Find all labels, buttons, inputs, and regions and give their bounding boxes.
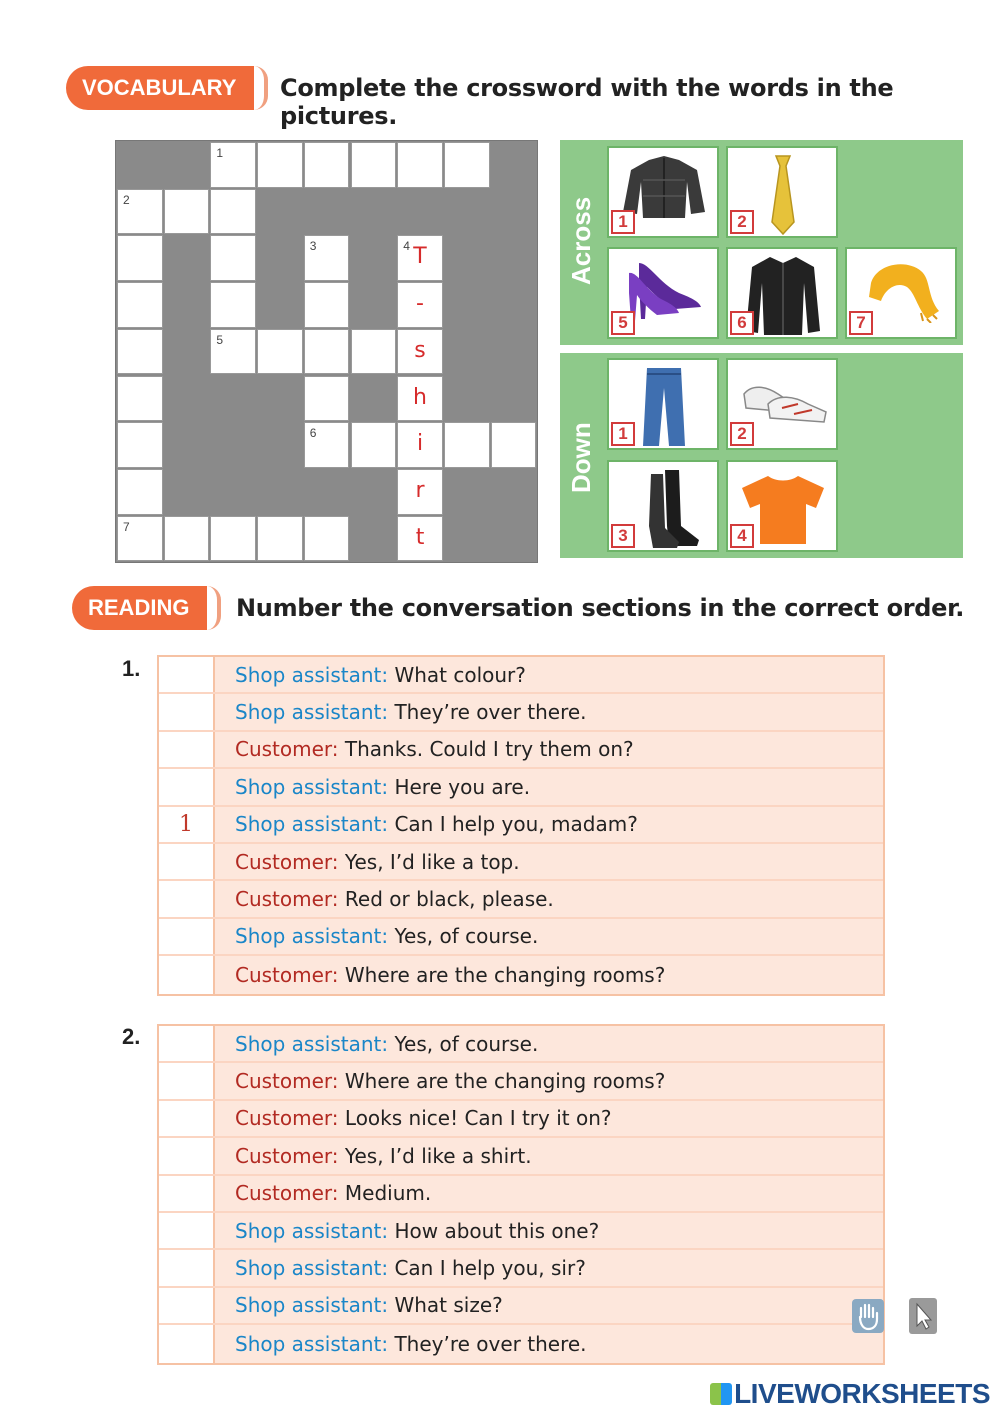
speaker-label: Shop assistant: (235, 1293, 389, 1318)
conversation-row (159, 1250, 883, 1287)
across-card-7 (845, 247, 957, 339)
conversation-line (215, 1293, 503, 1317)
speech-text: Can I help you, sir? (394, 1256, 586, 1281)
order-number-input[interactable] (159, 1250, 215, 1285)
crossword-answer-letter: h (413, 384, 427, 410)
crossword-cell[interactable] (304, 282, 350, 328)
crossword-cell[interactable] (210, 189, 256, 235)
order-number-input[interactable] (159, 1026, 215, 1061)
crossword-cell[interactable] (117, 189, 163, 235)
speaker-label: Shop assistant: (235, 662, 389, 687)
crossword-cell[interactable] (351, 142, 397, 188)
crossword-grid (115, 140, 538, 563)
crossword-cell[interactable] (304, 329, 350, 375)
conversation-row (159, 807, 883, 844)
speech-text: Yes, of course. (394, 924, 539, 949)
across-num-7: 7 (849, 311, 873, 335)
crossword-cell[interactable] (117, 469, 163, 515)
speech-text: Here you are. (394, 774, 531, 799)
conversation-line (215, 737, 634, 761)
speech-text: Medium. (344, 1181, 432, 1206)
conversation-row (159, 657, 883, 694)
conversation-line (215, 700, 587, 724)
across-num-5: 5 (611, 311, 635, 335)
crossword-cell[interactable] (257, 329, 303, 375)
across-label: Across (566, 196, 596, 285)
conversation-row (159, 1063, 883, 1100)
conversation-row (159, 732, 883, 769)
across-card-5 (607, 247, 719, 339)
speaker-label: Customer: (235, 737, 339, 762)
crossword-cell[interactable] (304, 376, 350, 422)
conversation-row (159, 1325, 883, 1362)
crossword-answer-letter: s (414, 337, 426, 363)
conversation-row (159, 1213, 883, 1250)
liveworksheets-logo (710, 1378, 990, 1410)
crossword-cell[interactable] (304, 422, 350, 468)
order-number-input[interactable] (159, 881, 215, 916)
crossword-answer-letter: t (415, 524, 425, 550)
conversation-2-index: 2. (122, 1024, 141, 1049)
speaker-label: Shop assistant: (235, 924, 389, 949)
crossword-clue-number: 2 (123, 192, 130, 207)
crossword-cell[interactable] (397, 235, 443, 281)
conversation-line (215, 1219, 599, 1243)
crossword-cell[interactable] (351, 422, 397, 468)
conversation-line (215, 1144, 532, 1168)
crossword-cell[interactable] (164, 516, 210, 562)
crossword-cell[interactable] (444, 142, 490, 188)
down-num-1: 1 (611, 422, 635, 446)
crossword-cell[interactable] (210, 516, 256, 562)
crossword-cell[interactable] (397, 422, 443, 468)
crossword-answer-letter: - (416, 291, 424, 317)
vocabulary-tag: VOCABULARY (66, 66, 254, 110)
across-num-2: 2 (730, 210, 754, 234)
crossword-clue-number: 6 (309, 426, 317, 441)
crossword-cell[interactable] (397, 469, 443, 515)
order-number-input[interactable] (159, 919, 215, 954)
speech-text: Looks nice! Can I try it on? (344, 1106, 612, 1131)
crossword-clue-number: 5 (216, 332, 224, 347)
across-num-1: 1 (611, 210, 635, 234)
crossword-cell[interactable] (397, 282, 443, 328)
conversation-row (159, 844, 883, 881)
crossword-cell[interactable] (117, 516, 163, 562)
conversation-row (159, 956, 883, 993)
across-card-1 (607, 146, 719, 238)
order-number-input[interactable] (159, 657, 215, 692)
down-num-2: 2 (730, 422, 754, 446)
order-number-input[interactable] (159, 732, 215, 767)
crossword-cell[interactable] (304, 235, 350, 281)
conversation-line (215, 812, 638, 836)
conversation-2-table (157, 1024, 885, 1365)
conversation-row (159, 1101, 883, 1138)
crossword-cell[interactable] (164, 189, 210, 235)
speaker-label: Shop assistant: (235, 774, 389, 799)
crossword-cell[interactable] (210, 142, 256, 188)
crossword-answer-letter: i (416, 431, 424, 457)
speech-text: Red or black, please. (344, 887, 554, 912)
crossword-cell[interactable] (351, 329, 397, 375)
order-number-input[interactable] (159, 1063, 215, 1098)
speech-text: Can I help you, madam? (394, 812, 638, 837)
down-num-3: 3 (611, 524, 635, 548)
crossword-answer-letter: T (413, 244, 427, 270)
order-number-input[interactable] (159, 694, 215, 729)
speaker-label: Customer: (235, 1069, 339, 1094)
conversation-1-table (157, 655, 885, 996)
crossword-cell[interactable] (257, 516, 303, 562)
crossword-clue-number: 4 (403, 239, 410, 254)
crossword-cell[interactable] (117, 235, 163, 281)
crossword-cell[interactable] (117, 422, 163, 468)
speech-text: How about this one? (394, 1218, 600, 1243)
conversation-line (215, 1332, 587, 1356)
conversation-line (215, 887, 554, 911)
conversation-line (215, 1256, 586, 1280)
vocabulary-instruction: Complete the crossword with the words in the pictures. (280, 74, 894, 130)
order-number-input[interactable] (159, 1325, 215, 1362)
conversation-row (159, 1288, 883, 1325)
crossword-cell[interactable] (210, 329, 256, 375)
crossword-cell[interactable] (397, 376, 443, 422)
speaker-label: Shop assistant: (235, 1256, 389, 1281)
crossword-cell[interactable] (444, 422, 490, 468)
crossword-answer-letter: r (415, 477, 425, 503)
conversation-line (215, 1181, 431, 1205)
conversation-row (159, 1176, 883, 1213)
down-card-1 (607, 358, 719, 450)
order-number-input[interactable]: 1 (159, 807, 215, 842)
crossword-cell[interactable] (117, 329, 163, 375)
logo-text: LIVEWORKSHEETS (734, 1378, 990, 1409)
crossword-cell[interactable] (304, 516, 350, 562)
crossword-clue-number: 7 (123, 519, 130, 534)
conversation-line (215, 850, 520, 874)
speech-text: What colour? (394, 662, 526, 687)
speech-text: What size? (394, 1293, 503, 1318)
crossword-cell[interactable] (397, 142, 443, 188)
crossword-cell[interactable] (210, 235, 256, 281)
order-number-input[interactable] (159, 1138, 215, 1173)
speech-text: Yes, I’d like a shirt. (344, 1143, 532, 1168)
down-card-3 (607, 460, 719, 552)
crossword-cell[interactable] (257, 142, 303, 188)
speech-text: Yes, of course. (394, 1031, 539, 1056)
speaker-label: Customer: (235, 887, 339, 912)
order-number-input[interactable] (159, 1176, 215, 1211)
order-number-input[interactable] (159, 956, 215, 993)
speaker-label: Customer: (235, 1106, 339, 1131)
conversation-row (159, 919, 883, 956)
speech-text: Where are the changing rooms? (344, 962, 666, 987)
conversation-row (159, 1026, 883, 1063)
conversation-line (215, 1106, 612, 1130)
speaker-label: Shop assistant: (235, 812, 389, 837)
crossword-cell[interactable] (304, 142, 350, 188)
down-card-4 (726, 460, 838, 552)
across-card-6 (726, 247, 838, 339)
order-number-input[interactable] (159, 769, 215, 804)
speaker-label: Shop assistant: (235, 1331, 389, 1356)
order-number-input[interactable] (159, 1101, 215, 1136)
speaker-label: Customer: (235, 1181, 339, 1206)
speaker-label: Shop assistant: (235, 1031, 389, 1056)
pointer-tool-icon[interactable] (909, 1298, 937, 1334)
speech-text: They’re over there. (394, 700, 587, 725)
conversation-row (159, 881, 883, 918)
crossword-cell[interactable] (397, 329, 443, 375)
speaker-label: Customer: (235, 1143, 339, 1168)
conversation-line (215, 1069, 665, 1093)
conversation-row (159, 769, 883, 806)
speech-text: Yes, I’d like a top. (344, 849, 520, 874)
conversation-line (215, 963, 665, 987)
conversation-line (215, 924, 538, 948)
conversation-line (215, 663, 526, 687)
crossword-cell[interactable] (210, 282, 256, 328)
liveworksheets-mark-icon (710, 1383, 732, 1405)
order-number-input[interactable] (159, 844, 215, 879)
speaker-label: Customer: (235, 849, 339, 874)
across-card-2 (726, 146, 838, 238)
order-number-input[interactable] (159, 1288, 215, 1323)
speech-text: They’re over there. (394, 1331, 587, 1356)
conversation-line (215, 775, 530, 799)
conversation-line (215, 1032, 538, 1056)
hand-tool-icon[interactable] (852, 1299, 884, 1333)
speaker-label: Shop assistant: (235, 1218, 389, 1243)
down-num-4: 4 (730, 524, 754, 548)
crossword-cell[interactable] (491, 422, 537, 468)
down-card-2 (726, 358, 838, 450)
down-label: Down (566, 422, 596, 493)
conversation-1-index: 1. (122, 656, 141, 681)
order-number-input[interactable] (159, 1213, 215, 1248)
reading-instruction: Number the conversation sections in the correct order. (236, 594, 965, 622)
crossword-clue-number: 1 (216, 146, 224, 160)
conversation-row (159, 1138, 883, 1175)
crossword-cell[interactable] (117, 376, 163, 422)
speaker-label: Shop assistant: (235, 700, 389, 725)
conversation-row (159, 694, 883, 731)
speaker-label: Customer: (235, 962, 339, 987)
crossword-cell[interactable] (117, 282, 163, 328)
speech-text: Where are the changing rooms? (344, 1069, 666, 1094)
across-num-6: 6 (730, 311, 754, 335)
crossword-cell[interactable] (397, 516, 443, 562)
speech-text: Thanks. Could I try them on? (344, 737, 634, 762)
reading-tag: READING (72, 586, 207, 630)
crossword-clue-number: 3 (309, 239, 317, 254)
